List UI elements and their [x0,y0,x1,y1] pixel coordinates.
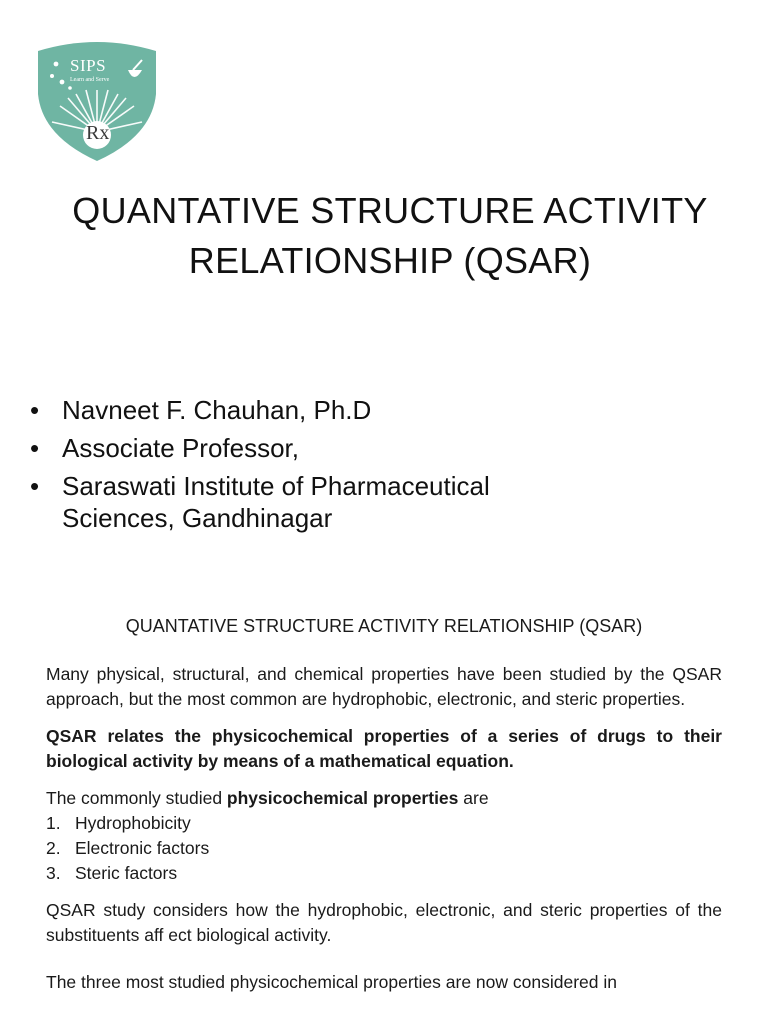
paragraph-three-properties: The three most studied physicochemical properties are now considered in [46,972,617,992]
sips-logo [30,32,164,168]
list-item [46,836,722,861]
text-span: are [458,788,489,808]
list-number: 2. [46,838,61,858]
bold-text: QSAR relates the physicochemical properties of a series of drugs to their biological activity by means of a mathematical equation. [46,726,722,771]
rx-symbol: Rx [86,122,110,144]
paragraph-qsar-definition [46,724,722,774]
author-bullets [30,394,590,540]
list-item [46,861,722,886]
list-number: 3. [46,863,61,883]
paragraph-properties [46,786,722,811]
list-text: Electronic factors [75,838,210,858]
bullet-item: • Associate Professor, [30,432,590,464]
list-item [46,811,722,836]
slide-title-line1: QUANTATIVE STRUCTURE ACTIVITY [72,190,708,231]
slide-title [40,186,740,286]
paragraph-intro: Many physical, structural, and chemical properties have been studied by the QSAR approach, but the most common are hydrophobic, electronic, and steric properties. [46,664,722,709]
document-heading: QUANTATIVE STRUCTURE ACTIVITY RELATIONSHIP (QSAR) [125,616,643,636]
bullet-item: • Saraswati Institute of Pharmaceutical Sciences, Gandhinagar [30,470,590,534]
logo-tagline: Learn and Serve [70,77,110,83]
logo-name: SIPS [70,56,107,75]
list-text: Hydrophobicity [75,813,191,833]
paragraph-substituents: QSAR study considers how the hydrophobic, electronic, and steric properties of the substituents aff ect biological activity. [46,900,722,945]
bold-text: physicochemical properties [226,788,459,808]
list-number: 1. [46,813,61,833]
properties-list [46,811,722,886]
bullet-item: • Navneet F. Chauhan, Ph.D [30,394,590,426]
text-span: The commonly studied [46,788,227,808]
document-page [46,614,722,995]
slide-title-line2: RELATIONSHIP (QSAR) [188,240,592,281]
list-text: Steric factors [75,863,178,883]
